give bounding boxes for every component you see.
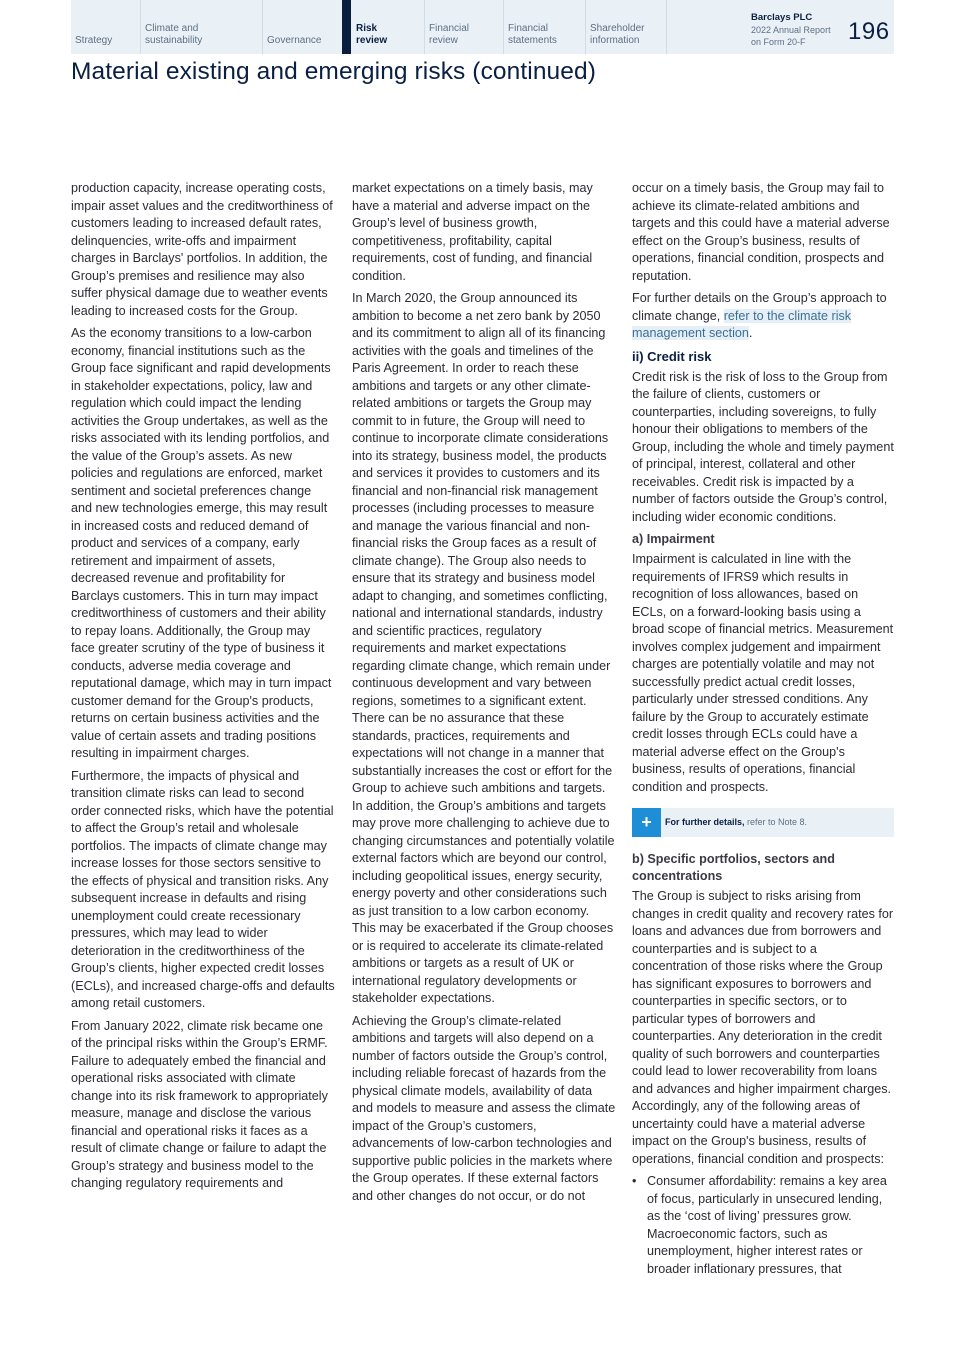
- report-form: on Form 20-F: [751, 37, 806, 47]
- tab-label: Financial review: [429, 23, 470, 46]
- report-brand: [751, 12, 831, 48]
- specific-portfolios-heading: b) Specific portfolios, sectors and concentrations: [632, 852, 835, 883]
- paragraph: The Group is subject to risks arising from changes in credit quality and recovery rates for loans and advances due from borrowers and counterparties and is subject to a concentration of those risks where the Group has significant exposures to borrowers and counterparties in specific sectors, or to particular types of borrowers and counterparties. Any deterioration in the credit quality of such borrowers and counterparties could lead to lower recoverability from loans and advances and higher impairment charges. Accordingly, any of the following areas of uncertainty could have a material adverse impact on the Group's business, results of operations, financial condition and prospects:: [632, 889, 894, 1166]
- climate-risk-management-link[interactable]: refer to the climate risk management section: [632, 308, 852, 340]
- tab-label: Climate and sustainability: [145, 23, 203, 46]
- page-title: Material existing and emerging risks (continued): [71, 58, 596, 85]
- paragraph: Furthermore, the impacts of physical and transition climate risks can lead to second order connected risks, which have the potential to affect the Group’s retail and wholesale portfolios. The impacts of climate change may increase losses for those sectors sensitive to the effects of physical and transition risks. Any subsequent increase in defaults and rising unemployment could create recessionary pressures, which may lead to wider deterioration in the creditworthiness of the Group’s clients, higher expected credit losses (ECLs), and increased charge-offs and defaults among retail customers.: [71, 768, 335, 1010]
- paragraph: market expectations on a timely basis, may have a material and adverse impact on the Group’s level of business growth, competitiveness, profitability, capital requirements, cost of funding, and financial condition.: [352, 181, 593, 283]
- paragraph-text: For further details on the Group’s approach to climate change,: [632, 291, 887, 323]
- paragraph: Impairment is calculated in line with the requirements of IFRS9 which results in recognition of loss allowances, based on ECLs, on a forward-looking basis using a broad scope of financial metrics. Measurement involves complex judgement and impairment charges are potentially volatile and may not successfully predict actual credit losses, particularly under stressed conditions. Any failure by the Group to accurately estimate credit losses through ECLs could have a material adverse effect on the Group's business, results of operations, financial condition and prospects.: [632, 552, 894, 794]
- impairment-heading: a) Impairment: [632, 532, 715, 546]
- paragraph-text: .: [748, 326, 753, 340]
- tab-strategy[interactable]: [71, 0, 140, 54]
- tab-financial-statements[interactable]: [503, 0, 585, 54]
- paragraph: production capacity, increase operating costs, impair asset values and the creditworthiness of customers leading to increased default rates, delinquencies, write-offs and impairment charges in Barclays' portfolios. In addition, the Group’s premises and resilience may also suffer physical damage due to weather events leading to increased costs for the Group.: [71, 181, 333, 318]
- tab-label: Risk review: [356, 23, 388, 46]
- paragraph: occur on a timely basis, the Group may fail to achieve its climate-related ambitions and targets and this could have a material adverse effect on the Group’s business, results of operations, financial condition, prospects and reputation.: [632, 181, 890, 283]
- tab-financial-review[interactable]: [424, 0, 503, 54]
- further-details-callout[interactable]: [632, 808, 894, 837]
- tab-label: Shareholder information: [590, 23, 645, 46]
- tab-label: Strategy: [75, 35, 113, 46]
- list-item: • Consumer affordability: remains a key area of focus, particularly in unsecured lending, as the ‘cost of living’ pressures grow. Macroeconomic factors, such as unemployment, higher interest rates or broader inflationary pressures, that: [647, 1173, 894, 1278]
- column-1: [71, 180, 335, 1198]
- column-2: [352, 180, 616, 1210]
- tab-climate-and-sustainability[interactable]: [140, 0, 262, 54]
- tab-shareholder-information[interactable]: [585, 0, 666, 54]
- plus-icon: +: [632, 808, 661, 837]
- page-number: 196: [848, 18, 890, 45]
- paragraph: Credit risk is the risk of loss to the Group from the failure of clients, customers or counterparties, including sovereigns, to fully honour their obligations to members of the Group, including the whole and timely payment of principal, interest, collateral and other receivables. Credit risk is impacted by a number of factors outside the Group’s control, including wider economic conditions.: [632, 369, 894, 524]
- paragraph: As the economy transitions to a low-carbon economy, financial institutions such as the Group face significant and rapid developments in stakeholder expectations, policy, law and regulation which could impact the lending activities the Group undertakes, as well as the risks associated with its lending portfolios, and the value of the Group’s assets. As new policies and regulations are enforced, market sentiment and societal preferences change and new technologies emerge, this may result in increased costs and reduced demand of product and services of a company, early retirement and impairment of assets, decreased revenue and profitability for Barclays customers. This in turn may impact creditworthiness of customers and their ability to repay loans. Additionally, the Group may face greater scrutiny of the type of business it conducts, adverse media coverage and reputational damage, which may in turn impact customer demand for the Group's products, returns on certain business activities and the value of certain assets and trading positions resulting in impairment charges.: [71, 326, 332, 760]
- callout-text: [665, 808, 807, 837]
- tab-governance[interactable]: [262, 0, 342, 54]
- paragraph: [632, 290, 894, 343]
- tab-label: Financial statements: [508, 23, 557, 46]
- column-3: [632, 180, 894, 1278]
- paragraph: In March 2020, the Group announced its ambition to become a net zero bank by 2050 and its commitment to align all of its financing activities with the goals and timelines of the Paris Agreement. In order to reach these ambitions and targets or any other climate-related ambitions or targets the Group may commit to in future, the Group will need to continue to incorporate climate considerations into its strategy, business model, the products and services it provides to customers and its financial and non-financial risk management processes (including processes to measure and manage the various financial and non-financial risks the Group faces as a result of climate change). The Group also needs to ensure that its strategy and business model adapt to changing, and sometimes conflicting, national and international standards, industry and scientific practices, regulatory requirements and market expectations regarding climate change, which remain under continuous development and vary between regions, sometimes to a significant extent. There can be no assurance that these standards, practices, requirements and expectations will not change in a manner that substantially increases the cost or effort for the Group to achieve such ambitions and targets. In addition, the Group’s ambitions and targets may prove more challenging to achieve due to changing circumstances and potentially volatile external factors which are beyond our control, including geopolitical issues, energy security, energy poverty and other considerations such as just transition to a low carbon economy. This may be exacerbated if the Group chooses or is required to accelerate its climate-related ambitions or targets as a result of UK or international regulatory developments or stakeholder expectations.: [352, 291, 615, 1005]
- report-name: 2022 Annual Report: [751, 25, 831, 35]
- credit-risk-heading: ii) Credit risk: [632, 348, 712, 364]
- company-name: Barclays PLC: [751, 12, 813, 23]
- note-8-link[interactable]: refer to Note 8.: [744, 817, 808, 827]
- tab-risk-review[interactable]: [342, 0, 424, 54]
- paragraph: Achieving the Group’s climate-related ambitions and targets will also depend on a number of factors outside the Group’s control, including reliable forecast of hazards from the physical climate models, availability of data and models to measure and assess the climate impact of the Group’s customers, advancements of low-carbon technologies and supportive public policies in the markets where the Group operates. If these external factors and other changes do not occur, or do not: [352, 1013, 616, 1203]
- paragraph: From January 2022, climate risk became one of the principal risks within the Group’s ERMF. Failure to adequately embed the financial and operational risks associated with climate change into its risk framework to appropriately measure, manage and disclose the various financial and operational risks it faces as a result of climate change or failure to adapt the Group’s strategy and business model to the changing regulatory requirements and: [71, 1018, 328, 1190]
- section-nav: [71, 0, 894, 54]
- callout-bold: For further details,: [665, 817, 745, 827]
- tab-label: Governance: [267, 35, 322, 46]
- uncertainty-list: [632, 1173, 894, 1278]
